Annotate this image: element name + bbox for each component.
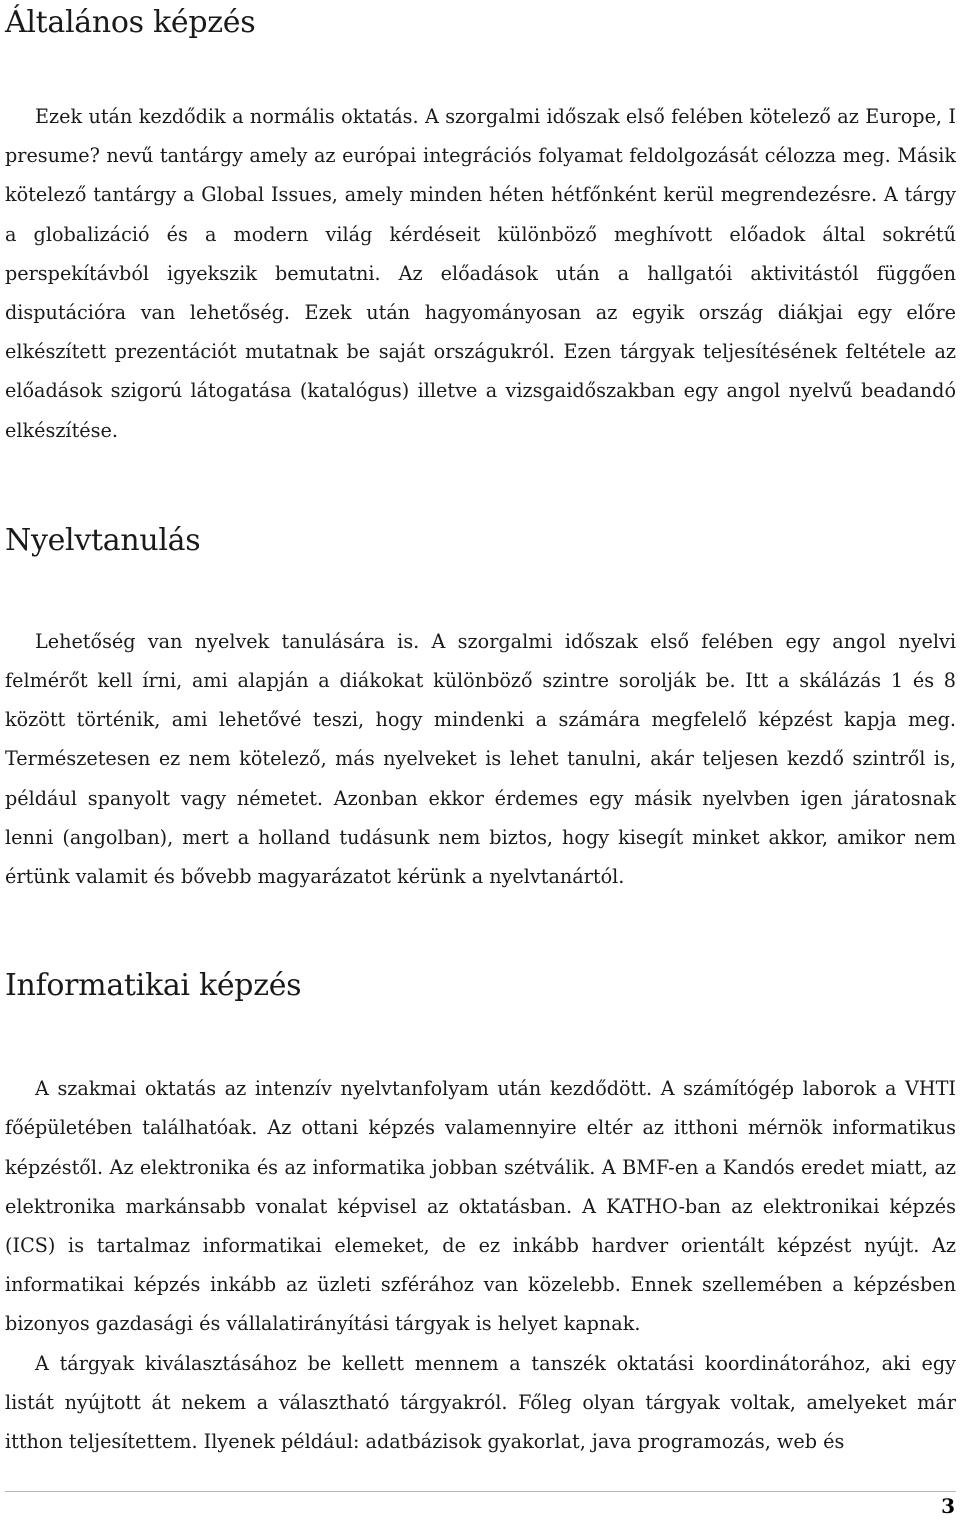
section-title-altalanos-kepzes: Általános képzés xyxy=(5,5,256,40)
paragraph-altalanos-kepzes: Ezek után kezdődik a normális oktatás. A szorgalmi időszak első felében kötelező az Europe, I presume? nevű tantárgy amely az európai integrációs folyamat feldolgozását célozza meg. Másik kötelező tantárgy a Global Issues, amely minden héten hétfőnként kerül megrendezésre. A tárgy a globalizáció és a modern világ kérdéseit különböző meghívott előadok által sokrétű perspekítávból igyekszik bemutatni. Az előadások után a hallgatói aktivitástól függően disputációra van lehetőség. Ezek után hagyományosan az egyik ország diákjai egy előre elkészített prezentációt mutatnak be saját országukról. Ezen tárgyak teljesítésének feltétele az előadások szigorú látogatása (katalógus) illetve a vizsgaidőszakban egy angol nyelvű beadandó elkészítése. xyxy=(5,105,956,442)
paragraph-nyelvtanulas: Lehetőség van nyelvek tanulására is. A szorgalmi időszak első felében egy angol nyelvi felmérőt kell írni, ami alapján a diákokat különböző szintre sorolják be. Itt a skálázás 1 és 8 között történik, ami lehetővé teszi, hogy mindenki a számára megfelelő képzést kapja meg. Természetesen ez nem kötelező, más nyelveket is lehet tanulni, akár teljesen kezdő szintről is, például spanyolt vagy németet. Azonban ekkor érdemes egy másik nyelvben igen járatosnak lenni (angolban), mert a holland tudásunk nem biztos, hogy kisegít minket akkor, amikor nem értünk valamit és bővebb magyarázatot kérünk a nyelvtanártól. xyxy=(5,629,956,889)
section-title-nyelvtanulas: Nyelvtanulás xyxy=(5,522,201,558)
page-number: 3 xyxy=(941,1494,955,1518)
footer-divider xyxy=(5,1491,956,1492)
paragraph-informatikai-kepzes-2: A tárgyak kiválasztásához be kellett mennem a tanszék oktatási koordinátorához, aki egy listát nyújtott át nekem a választható tárgyakról. Főleg olyan tárgyak voltak, amelyeket már itthon teljesítettem. Ilyenek például: adatbázisok gyakorlat, java programozás, web és xyxy=(5,1351,956,1454)
paragraph-informatikai-kepzes-1: A szakmai oktatás az intenzív nyelvtanfolyam után kezdődött. A számítógép laborok a VHTI főépületében találhatóak. Az ottani képzés valamennyire eltér az itthoni mérnök informatikus képzéstől. Az elektronika és az informatika jobban szétválik. A BMF-en a Kandós eredet miatt, az elektronika markánsabb vonalat képvisel az oktatásban. A KATHO-ban az elektronikai képzés (ICS) is tartalmaz informatikai elemeket, de ez inkább hardver orientált képzést nyújt. Az informatikai képzés inkább az üzleti szférához van közelebb. Ennek szellemében a képzésben bizonyos gazdasági és vállalatirányítási tárgyak is helyet kapnak. xyxy=(5,1077,956,1336)
section-title-informatikai-kepzes: Informatikai képzés xyxy=(5,968,302,1004)
